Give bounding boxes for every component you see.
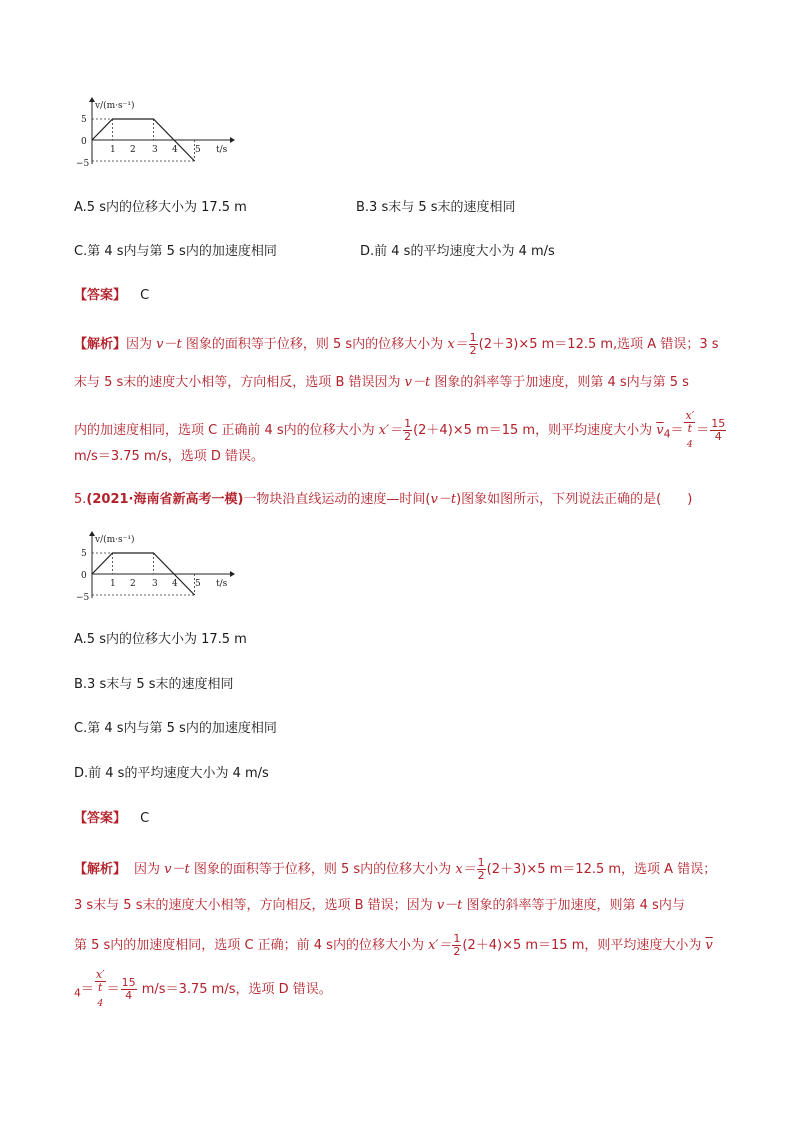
q4-analysis-line-2 <box>74 374 689 392</box>
fraction-15-4 <box>710 418 726 443</box>
fraction-15-4 <box>121 977 137 1002</box>
denominator: 2 <box>453 945 461 958</box>
fraction-half <box>469 332 478 357</box>
q5-option-a[interactable]: A.5 s内的位移大小为 17.5 m <box>74 632 247 647</box>
numerator: 1 <box>404 417 412 431</box>
text: m/s＝3.75 m/s，选项 D 错误。 <box>137 982 332 998</box>
q4-answer <box>74 287 149 305</box>
y-tick-5: 5 <box>81 549 87 559</box>
fraction-half <box>452 933 461 958</box>
numerator: x′ <box>95 968 105 981</box>
vt-symbol: v－t <box>436 898 463 913</box>
x-symbol: x＝ <box>447 337 468 352</box>
x-tick-2: 2 <box>130 145 136 155</box>
text: 第 5 s内的加速度相同，选项 C 正确；前 4 s内的位移大小为 <box>74 938 429 953</box>
q5-analysis-line-4 <box>74 969 332 1010</box>
text: (2＋4)×5 m＝15 m，则平均速度大小为 <box>413 423 657 439</box>
q5-stem <box>74 491 692 509</box>
question-text: )图象如图所示，下列说法正确的是( ) <box>456 492 693 507</box>
vt-symbol: v－t <box>404 375 431 390</box>
x-symbol: x＝ <box>455 862 476 877</box>
text: (2＋3)×5 m＝12.5 m <box>478 337 614 352</box>
numerator: 15 <box>121 976 136 990</box>
fraction-xp-t <box>95 969 106 1010</box>
equals: ＝ <box>80 982 94 998</box>
question-text: 一物块沿直线运动的速度—时间( <box>243 492 431 507</box>
vt-symbol: v－t <box>430 492 457 507</box>
numerator: 1 <box>453 932 461 945</box>
answer-tag: 【答案】 <box>74 811 127 826</box>
denominator <box>684 423 695 451</box>
denominator: 2 <box>469 344 477 357</box>
denominator: 4 <box>714 430 722 444</box>
question-source: (2021·海南省新高考一模) <box>86 492 244 507</box>
x-prime-symbol: x′＝ <box>428 938 452 953</box>
y-tick-0: 0 <box>81 137 87 147</box>
text: (2＋3)×5 m＝12.5 m，选项 A 错误； <box>486 862 717 877</box>
denominator <box>95 982 106 1010</box>
q5-analysis-line-2 <box>74 897 685 915</box>
vt-chart-1 <box>78 98 238 170</box>
text: (2＋4)×5 m＝15 m，则平均速度大小为 <box>462 938 702 953</box>
fraction-half <box>403 418 412 443</box>
x-tick-5: 5 <box>195 145 201 155</box>
text: m/s＝3.75 m/s，选项 D 错误。 <box>74 449 264 464</box>
text: 因为 <box>126 337 157 352</box>
vt-symbol: v－t <box>164 862 190 877</box>
v-bar-symbol: $\overline{v}$ <box>705 938 713 953</box>
analysis-tag: 【解析】 <box>74 337 127 352</box>
subscript: 4 <box>663 427 671 441</box>
text: 内的加速度相同，选项 C 正确前 4 s内的位移大小为 <box>74 423 379 439</box>
subscript: 4 <box>97 998 104 1010</box>
q4-option-a[interactable]: A.5 s内的位移大小为 17.5 m <box>74 200 247 215</box>
x-tick-1: 1 <box>110 579 116 589</box>
fraction-xp-t <box>684 410 695 451</box>
x-tick-4: 4 <box>172 579 178 589</box>
x-axis-arrow <box>230 137 235 143</box>
q4-option-b[interactable]: B.3 s末与 5 s末的速度相同 <box>356 200 516 215</box>
q5-option-c[interactable]: C.第 4 s内与第 5 s内的加速度相同 <box>74 721 277 736</box>
denominator: 2 <box>404 430 412 444</box>
text: 图象的斜率等于加速度，则第 4 s内与第 5 s <box>430 375 689 390</box>
numerator: 1 <box>477 856 485 869</box>
subscript: 4 <box>686 439 693 451</box>
text: 图象的面积等于位移，则 5 s内的位移大小为 <box>181 337 448 352</box>
q5-answer <box>74 810 149 828</box>
x-tick-3: 3 <box>152 145 158 155</box>
answer-value: C <box>140 811 150 826</box>
fraction-half <box>477 857 486 882</box>
q4-option-d[interactable]: D.前 4 s的平均速度大小为 4 m/s <box>360 244 555 259</box>
text: 图象的面积等于位移，则 5 s内的位移大小为 <box>189 862 456 877</box>
y-tick-5: 5 <box>81 115 87 125</box>
text: 3 s末与 5 s末的速度大小相等，方向相反，选项 B 错误；因为 <box>74 898 437 913</box>
denominator: 2 <box>477 869 485 882</box>
question-number: 5. <box>74 492 87 507</box>
q5-analysis-line-3 <box>74 933 713 958</box>
x-tick-1: 1 <box>110 145 116 155</box>
equals: ＝ <box>696 423 710 439</box>
t-symbol: t <box>98 981 103 994</box>
text: 因为 <box>134 862 165 877</box>
y-tick-neg5: −5 <box>76 159 90 169</box>
text: 图象的斜率等于加速度，则第 4 s内与 <box>462 898 685 913</box>
numerator: 15 <box>711 417 726 431</box>
y-tick-0: 0 <box>81 571 87 581</box>
t-symbol: t <box>687 422 693 435</box>
answer-value: C <box>140 288 150 303</box>
x-axis-label: t/s <box>216 579 228 589</box>
q4-analysis-line-1 <box>74 332 719 357</box>
numerator: x′ <box>685 409 695 422</box>
q4-analysis-line-3 <box>74 410 727 451</box>
y-tick-neg5: −5 <box>76 593 90 603</box>
numerator: 1 <box>469 331 477 344</box>
q4-option-c[interactable]: C.第 4 s内与第 5 s内的加速度相同 <box>74 244 277 259</box>
y-axis-label: v/(m·s⁻¹) <box>95 101 135 111</box>
text: ,选项 A 错误；3 s <box>613 337 719 352</box>
equals: ＝ <box>670 423 684 439</box>
x-axis-arrow <box>230 571 235 577</box>
x-tick-2: 2 <box>130 579 136 589</box>
subscript: 4 <box>74 986 81 1000</box>
x-tick-5: 5 <box>195 579 201 589</box>
answer-tag: 【答案】 <box>74 288 127 303</box>
x-axis-label: t/s <box>216 145 228 155</box>
equals: ＝ <box>106 982 120 998</box>
y-axis-label: v/(m·s⁻¹) <box>95 535 135 545</box>
vt-symbol: v－t <box>156 337 182 352</box>
x-tick-4: 4 <box>172 145 178 155</box>
text: 末与 5 s末的速度大小相等，方向相反，选项 B 错误因为 <box>74 375 405 390</box>
q4-analysis-line-4 <box>74 448 264 466</box>
q5-option-d[interactable]: D.前 4 s的平均速度大小为 4 m/s <box>74 766 269 781</box>
vt-chart-2 <box>78 532 238 604</box>
analysis-tag: 【解析】 <box>74 862 127 877</box>
v-bar-symbol: $\overline{v}$ <box>656 423 664 439</box>
q5-option-b[interactable]: B.3 s末与 5 s末的速度相同 <box>74 677 234 692</box>
x-prime-symbol: x′＝ <box>378 423 403 439</box>
q5-analysis-line-1 <box>74 857 716 882</box>
denominator: 4 <box>125 989 133 1003</box>
x-tick-3: 3 <box>152 579 158 589</box>
